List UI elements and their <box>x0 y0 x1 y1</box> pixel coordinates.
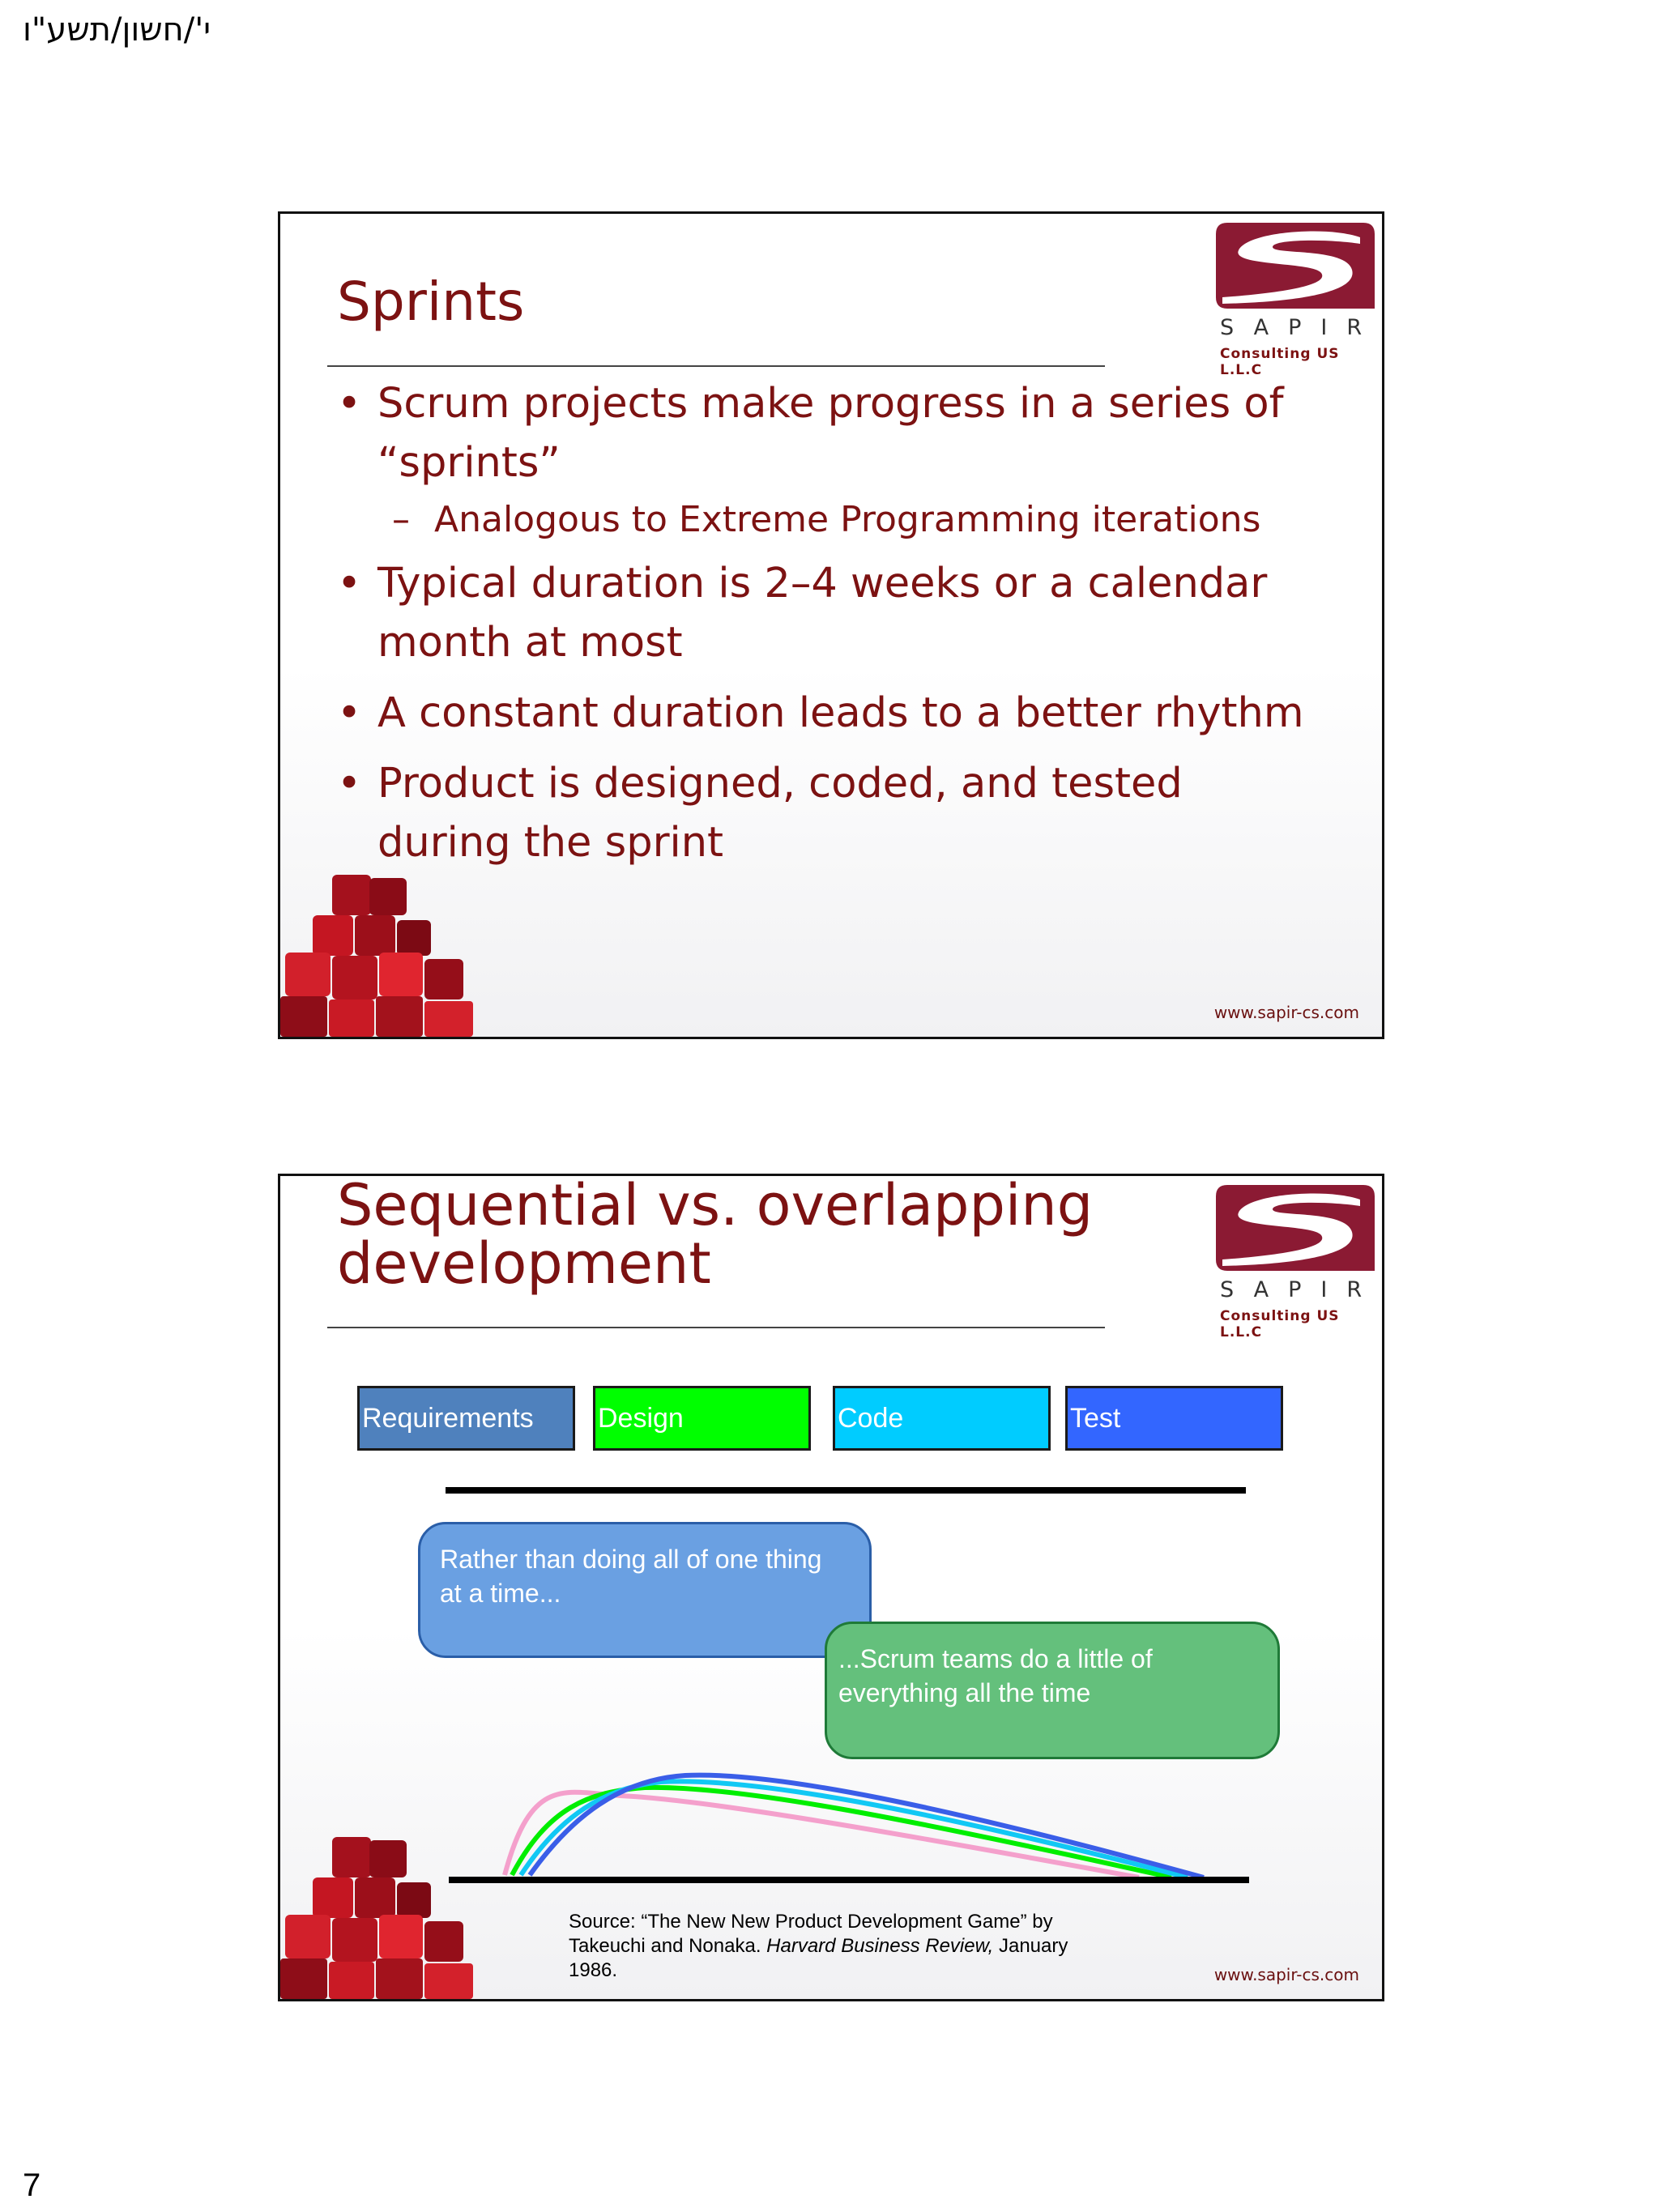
sub-bullet-item: – Analogous to Extreme Programming iterations <box>392 499 1261 540</box>
source-citation: Source: “The New New Product Development Game” by Takeuchi and Nonaka. Harvard Business Review, January 1986. <box>569 1911 1068 1981</box>
slide-sprints <box>278 211 1384 1039</box>
website-url: www.sapir-cs.com <box>1213 1965 1359 1984</box>
website-url: www.sapir-cs.com <box>1213 1003 1359 1022</box>
bullet-item: • Product is designed, coded, and tested during the sprint <box>337 760 1183 867</box>
sapir-logo <box>1216 218 1382 378</box>
bullet-item: • A constant duration leads to a better rhythm <box>337 689 1304 737</box>
phase-code: Code <box>833 1386 1051 1451</box>
phase-requirements: Requirements <box>357 1386 575 1451</box>
slide-sequential-vs-overlapping <box>278 1174 1384 2001</box>
bullet-item: • Typical duration is 2–4 weeks or a calendar month at most <box>337 560 1268 667</box>
red-cubes-decoration-icon <box>280 875 491 1037</box>
page-header-date: י'/חשון/תשע"ו <box>23 11 211 49</box>
phase-design: Design <box>593 1386 811 1451</box>
page-number: 7 <box>23 2167 41 2203</box>
logo-wordmark: SAPIR <box>1220 315 1382 340</box>
sapir-logo-mark-icon <box>1216 223 1375 309</box>
bullet-item: • Scrum projects make progress in a series of “sprints” <box>337 380 1284 487</box>
bullet-list <box>332 374 1304 884</box>
logo-subtitle: Consulting US L.L.C <box>1220 1308 1340 1340</box>
slide-title: Sequential vs. overlapping development <box>337 1174 1094 1297</box>
logo-subtitle: Consulting US L.L.C <box>1220 346 1340 378</box>
slide-title: Sprints <box>337 271 525 333</box>
callout-sequential: Rather than doing all of one thing at a time... <box>418 1522 872 1658</box>
logo-wordmark: SAPIR <box>1220 1277 1382 1302</box>
callout-overlapping: ...Scrum teams do a little of everything all the time <box>825 1622 1280 1759</box>
title-divider <box>327 365 1105 367</box>
phase-test: Test <box>1065 1386 1283 1451</box>
overlapping-timeline-line <box>449 1877 1249 1883</box>
red-cubes-decoration-icon <box>280 1837 491 1999</box>
